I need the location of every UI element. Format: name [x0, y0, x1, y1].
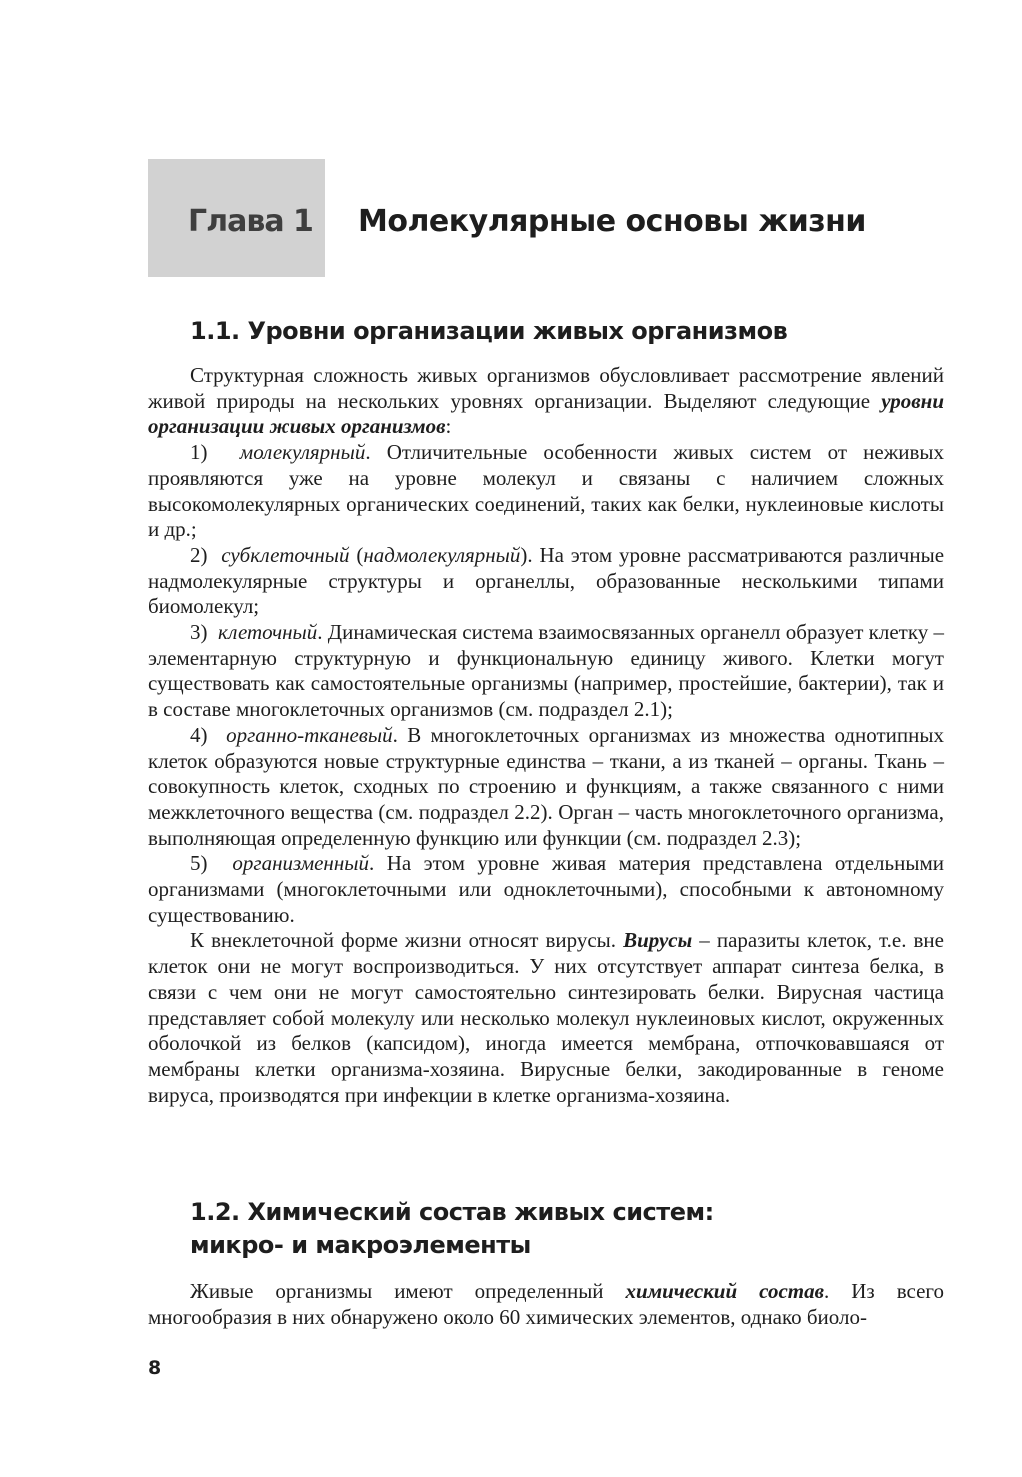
level-item-subcellular: 2) субклеточный (надмолекулярный). На этом уровне рассматриваются различные надмолекулярные структуры и органеллы, образованные несколькими типами биомолекул; — [148, 542, 945, 619]
level-item-organismal: 5) организменный. На этом уровне живая материя представлена отдельными организмами (многоклеточными или одноклеточными), способными к автономному существованию. — [148, 851, 944, 927]
chapter-title: Молекулярные основы жизни — [358, 204, 866, 239]
page-number: 8 — [148, 1357, 162, 1379]
chapter-label: Глава 1 — [188, 204, 313, 239]
level-item-molecular: 1) молекулярный. Отличительные особенности живых систем от неживых проявляются уже на уровне молекул и связаны с наличием сложных высокомолекулярных органических соединений, таких как белки, нуклеиновые кислоты и др.; — [148, 440, 944, 542]
section-2-body — [148, 1279, 944, 1330]
section-1-body — [148, 363, 944, 1108]
level-item-organ-tissue: 4) органно-тканевый. В многоклеточных организмах из множества однотипных клеток образуются новые структурные единства – ткани, а из тканей – органы. Ткань – совокупность клеток, сходных по строению и функциям, а также связанного с ними межклеточного вещества (см. подраздел 2.2). Орган – часть многоклеточного организма, выполняющая определенную функцию или функции (см. подраздел 2.3); — [148, 722, 944, 850]
section-2-intro-paragraph: Живые организмы имеют определенный химический состав. Из всего многообразия в них обнаружено около 60 химических элементов, однако биоло- — [148, 1279, 944, 1329]
level-item-cellular: 3) клеточный. Динамическая система взаимосвязанных органелл образует клетку – элементарную структурную и функциональную единицу живого. Клетки могут существовать как самостоятельные организмы (например, простейшие, бактерии), так и в составе многоклеточных организмов (см. подраздел 2.1); — [148, 620, 944, 722]
viruses-paragraph: К внеклеточной форме жизни относят вирусы. Вирусы – паразиты клеток, т.е. вне клеток они не могут воспроизводиться. У них отсутствует аппарат синтеза белка, в связи с чем они не могут самостоятельно синтезировать белки. Вирусная частица представляет собой молекулу или несколько молекул нуклеиновых кислот, окруженных оболочкой из белков (капсидом), иногда имеется мембрана, отпочковавшаяся от мембраны клетки организма-хозяина. Вирусные белки, закодированные в геноме вируса, производятся при инфекции в клетке организма-хозяина. — [148, 928, 944, 1107]
section-1-title: 1.1. Уровни организации живых организмов — [190, 317, 788, 345]
section-2-title: 1.2. Химический состав живых систем: микро- и макроэлементы — [190, 1198, 714, 1259]
intro-paragraph: Структурная сложность живых организмов обусловливает рассмотрение явлений живой природы на нескольких уровнях организации. Выделяют следующие уровни организации живых организмов: — [148, 363, 944, 439]
